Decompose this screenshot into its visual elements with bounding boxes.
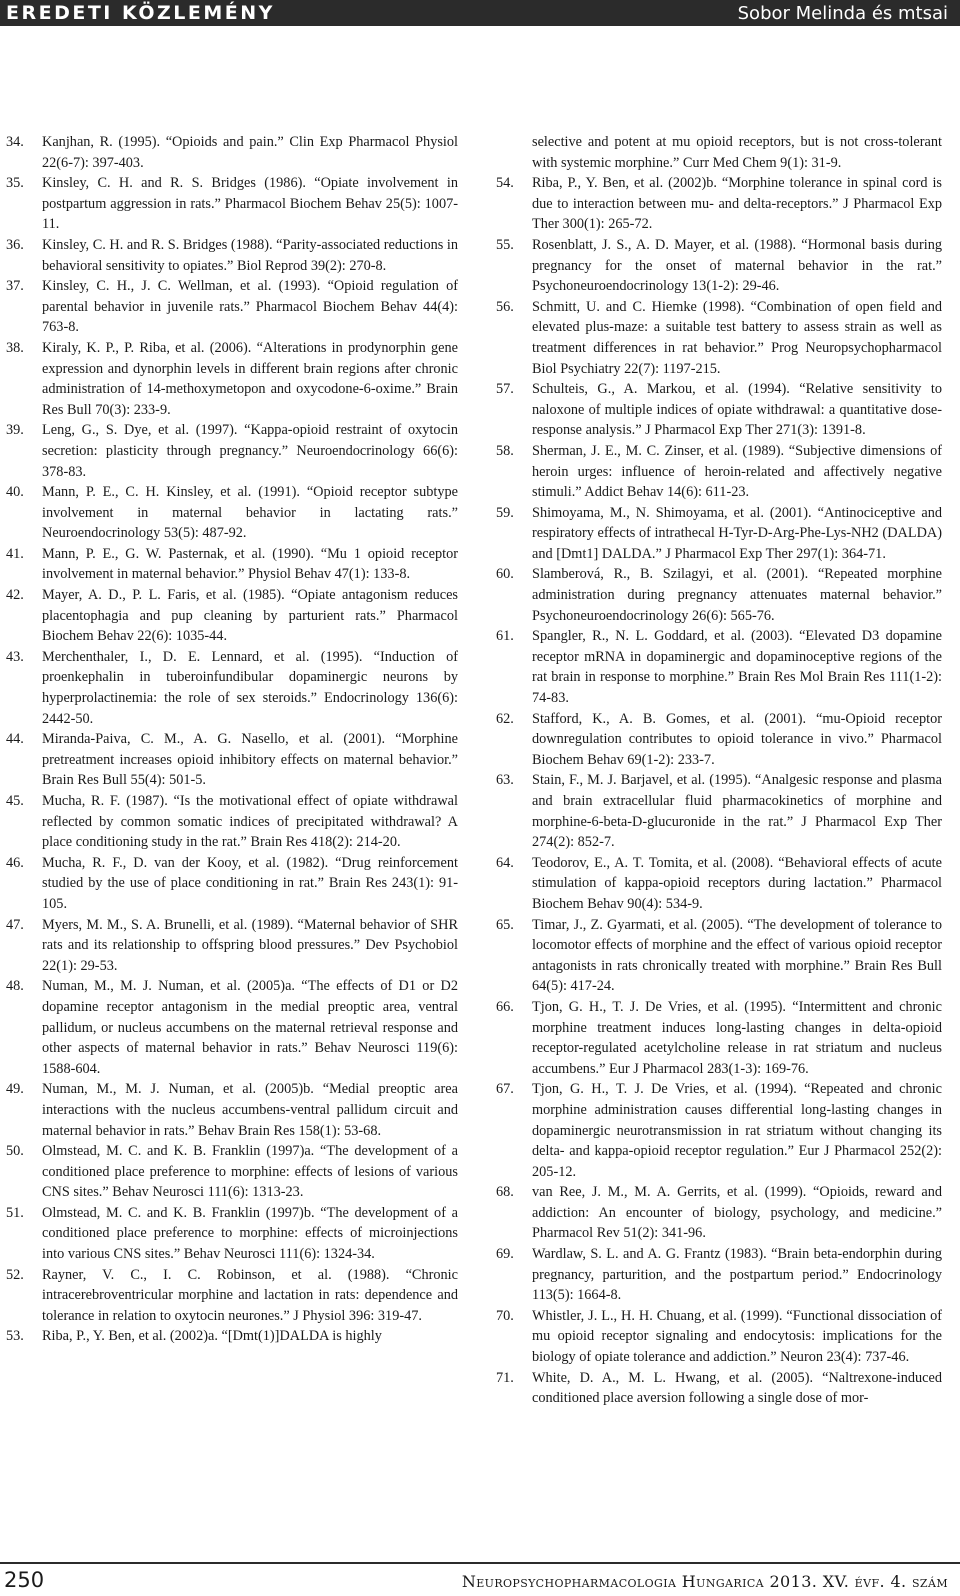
- reference-item: [496, 770, 942, 852]
- reference-item: [6, 647, 458, 729]
- reference-number: 52.: [6, 1266, 24, 1283]
- header-authors: Sobor Melinda és mtsai: [737, 3, 948, 24]
- reference-item: [6, 276, 458, 338]
- reference-number: 71.: [496, 1369, 514, 1386]
- reference-text: Teodorov, E., A. T. Tomita, et al. (2008). “Behavioral effects of acute stimulation of kappa-opioid receptors during lactation.” Pharmacol Biochem Behav 90(4): 534-9.: [532, 854, 942, 912]
- reference-item: [6, 420, 458, 482]
- reference-item: [6, 1203, 458, 1265]
- page-footer: [0, 1562, 960, 1596]
- reference-number: 54.: [496, 175, 514, 192]
- reference-text: van Ree, J. M., M. A. Gerrits, et al. (1999). “Opioids, reward and addiction: An encounter of biology, psychology, and medicine.” Pharmacol Rev 51(2): 341-96.: [532, 1184, 942, 1242]
- section-title: EREDETI KÖZLEMÉNY: [6, 2, 275, 24]
- reference-text: Mucha, R. F. (1987). “Is the motivational effect of opiate withdrawal reflected by common somatic indices of precipitated withdrawal? A place conditioning study in the rat.” Brain Res 418(2): 214-20.: [42, 793, 458, 851]
- reference-text: Numan, M., M. J. Numan, et al. (2005)a. “The effects of D1 or D2 dopamine receptor antagonism in the medial preoptic area, ventral pallidum, or nucleus accumbens on the maternal retrieval response and other aspects of maternal behavior in rats.” Behav Neurosci 119(6): 1588-604.: [42, 978, 458, 1077]
- reference-number: 70.: [496, 1307, 514, 1324]
- reference-text: Whistler, J. L., H. H. Chuang, et al. (1999). “Functional dissociation of mu opioid receptor signaling and endocytosis: implications for the biology of opiate tolerance and addiction.” Neuron 23(4): 737-46.: [532, 1307, 942, 1366]
- reference-number: 59.: [496, 504, 514, 521]
- reference-text: Kinsley, C. H., J. C. Wellman, et al. (1993). “Opioid regulation of parental behavior in juvenile rats.” Pharmacol Biochem Behav 44(4): 763-8.: [42, 278, 458, 336]
- reference-text: Riba, P., Y. Ben, et al. (2002)b. “Morphine tolerance in spinal cord is due to interaction between mu- and delta-receptors.” J Pharmacol Exp Ther 300(1): 265-72.: [532, 175, 942, 233]
- reference-number: 69.: [496, 1246, 514, 1263]
- reference-text: Shimoyama, M., N. Shimoyama, et al. (2001). “Antinociceptive and respiratory effects of intrathecal H-Tyr-D-Arg-Phe-Lys-NH2 (DALDA) and [Dmt1] DALDA.” J Pharmacol Exp Ther 297(1): 364-71.: [532, 504, 942, 562]
- reference-item: [496, 1306, 942, 1368]
- reference-item: [496, 709, 942, 771]
- reference-number: 60.: [496, 566, 514, 583]
- reference-text: White, D. A., M. L. Hwang, et al. (2005). “Naltrexone-induced conditioned place aversion following a single dose of mor-: [532, 1369, 942, 1407]
- reference-item: [6, 585, 458, 647]
- reference-text: Kanjhan, R. (1995). “Opioids and pain.” Clin Exp Pharmacol Physiol 22(6-7): 397-403.: [42, 134, 458, 171]
- reference-number: 37.: [6, 278, 24, 295]
- reference-number: 66.: [496, 998, 514, 1015]
- reference-text: Slamberová, R., B. Szilagyi, et al. (2001). “Repeated morphine administration during pregnancy attenuates maternal behavior.” Psychoneuroendocrinology 26(6): 565-76.: [532, 566, 942, 624]
- reference-item: [6, 338, 458, 420]
- reference-number: 35.: [6, 175, 24, 192]
- page-number: 250: [4, 1568, 45, 1592]
- reference-text: Rayner, V. C., I. C. Robinson, et al. (1988). “Chronic intracerebroventricular morphine and lactation in rats: dependence and tolerance in relation to oxytocin neurones.” J Physiol 396: 319-47.: [42, 1266, 458, 1324]
- reference-column-right: [496, 132, 942, 1409]
- reference-number: 40.: [6, 484, 24, 501]
- reference-text: Mucha, R. F., D. van der Kooy, et al. (1982). “Drug reinforcement studied by the use of place conditioning in rat.” Brain Res 243(1): 91-105.: [42, 854, 458, 912]
- reference-text: Olmstead, M. C. and K. B. Franklin (1997)a. “The development of a conditioned place preference to morphine: effects of lesions of various CNS sites.” Behav Neurosci 111(6): 1313-23.: [42, 1143, 458, 1201]
- reference-item: [496, 1244, 942, 1306]
- reference-item: [496, 379, 942, 441]
- journal-citation: Neuropsychopharmacologia Hungarica 2013. XV. évf. 4. szám: [461, 1572, 948, 1591]
- reference-number: 43.: [6, 648, 24, 665]
- reference-number: 65.: [496, 916, 514, 933]
- reference-number: 36.: [6, 236, 24, 253]
- reference-item: [6, 915, 458, 977]
- reference-text: selective and potent at mu opioid receptors, but is not cross-tolerant with systemic morphine.” Curr Med Chem 9(1): 31-9.: [532, 134, 942, 171]
- reference-item: [6, 791, 458, 853]
- reference-number: 64.: [496, 854, 514, 871]
- reference-text: Mayer, A. D., P. L. Faris, et al. (1985). “Opiate antagonism reduces placentophagia and pup cleaning by parturient rats.” Pharmacol Biochem Behav 22(6): 1035-44.: [42, 587, 458, 645]
- reference-continuation: [496, 132, 942, 173]
- running-header: [0, 0, 960, 26]
- reference-number: 63.: [496, 772, 514, 789]
- reference-number: 44.: [6, 731, 24, 748]
- reference-number: 46.: [6, 854, 24, 871]
- reference-item: [496, 441, 942, 503]
- reference-item: [6, 1265, 458, 1327]
- reference-text: Tjon, G. H., T. J. De Vries, et al. (1994). “Repeated and chronic morphine administration causes differential long-lasting changes in dopaminergic neurotransmission in rat striatum without changing its delta- and kappa-opioid receptor regulation.” Eur J Pharmacol 252(2): 205-12.: [532, 1081, 942, 1180]
- reference-column-left: [6, 132, 458, 1347]
- reference-item: [6, 976, 458, 1079]
- reference-number: 53.: [6, 1328, 24, 1345]
- reference-number: 50.: [6, 1143, 24, 1160]
- reference-item: [6, 729, 458, 791]
- reference-number: 62.: [496, 710, 514, 727]
- reference-text: Kiraly, K. P., P. Riba, et al. (2006). “Alterations in prodynorphin gene expression and dynorphin levels in different brain regions after chronic administration of 14-methoxymetopon and oxycodone-6-oxime.” Brain Res Bull 70(3): 233-9.: [42, 339, 458, 418]
- reference-number: 49.: [6, 1081, 24, 1098]
- reference-number: 61.: [496, 628, 514, 645]
- reference-item: [6, 1326, 458, 1347]
- reference-number: 56.: [496, 298, 514, 315]
- reference-number: 57.: [496, 381, 514, 398]
- reference-text: Mann, P. E., G. W. Pasternak, et al. (1990). “Mu 1 opioid receptor involvement in maternal behavior.” Physiol Behav 47(1): 133-8.: [42, 545, 458, 583]
- reference-item: [6, 1141, 458, 1203]
- reference-text: Leng, G., S. Dye, et al. (1997). “Kappa-opioid restraint of oxytocin secretion: plasticity through pregnancy.” Neuroendocrinology 66(6): 378-83.: [42, 422, 458, 480]
- reference-item: [6, 853, 458, 915]
- reference-item: [496, 564, 942, 626]
- reference-text: Numan, M., M. J. Numan, et al. (2005)b. “Medial preoptic area interactions with the nucleus accumbens-ventral pallidum circuit and maternal behavior in rats.” Behav Brain Res 158(1): 53-68.: [42, 1081, 458, 1139]
- reference-number: 48.: [6, 978, 24, 995]
- reference-number: 55.: [496, 236, 514, 253]
- reference-item: [6, 235, 458, 276]
- reference-text: Wardlaw, S. L. and A. G. Frantz (1983). “Brain beta-endorphin during pregnancy, parturition, and the postpartum period.” Endocrinology 113(5): 1664-8.: [532, 1246, 942, 1304]
- reference-text: Myers, M. M., S. A. Brunelli, et al. (1989). “Maternal behavior of SHR rats and its relationship to offspring blood pressures.” Dev Psychobiol 22(1): 29-53.: [42, 916, 458, 974]
- reference-item: [6, 173, 458, 235]
- reference-text: Schmitt, U. and C. Hiemke (1998). “Combination of open field and elevated plus-maze: a suitable test battery to assess strain as well as treatment differences in rat behavior.” Prog Neuropsychopharmacol Biol Psychiatry 22(7): 1197-215.: [532, 298, 942, 377]
- reference-number: 51.: [6, 1204, 24, 1221]
- reference-text: Kinsley, C. H. and R. S. Bridges (1986). “Opiate involvement in postpartum aggression in rats.” Pharmacol Biochem Behav 25(5): 1007-11.: [42, 175, 458, 233]
- reference-item: [6, 544, 458, 585]
- reference-text: Stain, F., M. J. Barjavel, et al. (1995). “Analgesic response and plasma and brain extracellular fluid pharmacokinetics of morphine and morphine-6-beta-D-glucuronide in the rat.” J Pharmacol Exp Ther 274(2): 852-7.: [532, 772, 942, 851]
- reference-number: 58.: [496, 442, 514, 459]
- reference-number: 41.: [6, 545, 24, 562]
- reference-number: 47.: [6, 916, 24, 933]
- reference-item: [496, 997, 942, 1079]
- reference-number: 39.: [6, 422, 24, 439]
- reference-number: 45.: [6, 793, 24, 809]
- reference-item: [496, 235, 942, 297]
- reference-number: 68.: [496, 1184, 514, 1201]
- reference-text: Riba, P., Y. Ben, et al. (2002)a. “[Dmt(1)]DALDA is highly: [42, 1328, 382, 1345]
- reference-text: Rosenblatt, J. S., A. D. Mayer, et al. (1988). “Hormonal basis during pregnancy for the onset of maternal behavior in the rat.” Psychoneuroendocrinology 13(1-2): 29-46.: [532, 236, 942, 295]
- reference-item: [496, 503, 942, 565]
- reference-number: 38.: [6, 339, 24, 356]
- reference-item: [6, 132, 458, 173]
- reference-text: Merchenthaler, I., D. E. Lennard, et al. (1995). “Induction of proenkephalin in tuberoinfundibular dopaminergic neurons by hyperprolactinemia: the role of sex steroids.” Endocrinology 136(6): 2442-50.: [42, 648, 458, 727]
- reference-text: Olmstead, M. C. and K. B. Franklin (1997)b. “The development of a conditioned place preference to morphine: effects of microinjections into various CNS sites.” Behav Neurosci 111(6): 1324-34.: [42, 1204, 458, 1263]
- reference-item: [6, 1079, 458, 1141]
- reference-item: [6, 482, 458, 544]
- reference-item: [496, 297, 942, 379]
- reference-number: 34.: [6, 134, 24, 150]
- reference-text: Mann, P. E., C. H. Kinsley, et al. (1991). “Opioid receptor subtype involvement in maternal behavior in lactating rats.” Neuroendocrinology 53(5): 487-92.: [42, 484, 458, 542]
- reference-text: Miranda-Paiva, C. M., A. G. Nasello, et al. (2001). “Morphine pretreatment increases opioid inhibitory effects on maternal behavior.” Brain Res Bull 55(4): 501-5.: [42, 731, 458, 789]
- reference-number: 42.: [6, 587, 24, 604]
- reference-text: Sherman, J. E., M. C. Zinser, et al. (1989). “Subjective dimensions of heroin urges: influence of heroin-related and affectively negative stimuli.” Addict Behav 14(6): 611-23.: [532, 442, 942, 501]
- reference-item: [496, 1368, 942, 1409]
- reference-number: 67.: [496, 1081, 514, 1098]
- reference-text: Tjon, G. H., T. J. De Vries, et al. (1995). “Intermittent and chronic morphine treatment induces long-lasting changes in delta-opioid receptor-regulated acetylcholine release in rat striatum and nucleus accumbens.” Eur J Pharmacol 283(1-3): 169-76.: [532, 998, 942, 1077]
- reference-text: Timar, J., Z. Gyarmati, et al. (2005). “The development of tolerance to locomotor effects of morphine and the effect of various opioid receptor antagonists in rats chronically treated with morphine.” Brain Res Bull 64(5): 417-24.: [532, 916, 942, 995]
- reference-text: Kinsley, C. H. and R. S. Bridges (1988). “Parity-associated reductions in behavioral sensitivity to opiates.” Biol Reprod 39(2): 270-8.: [42, 236, 458, 274]
- reference-item: [496, 1182, 942, 1244]
- reference-item: [496, 173, 942, 235]
- reference-text: Schulteis, G., A. Markou, et al. (1994). “Relative sensitivity to naloxone of multiple indices of opiate withdrawal: a quantitative dose-response analysis.” J Pharmacol Exp Ther 271(3): 1391-8.: [532, 381, 942, 439]
- reference-item: [496, 1079, 942, 1182]
- reference-item: [496, 853, 942, 915]
- reference-item: [496, 626, 942, 708]
- reference-item: [496, 915, 942, 997]
- reference-text: Stafford, K., A. B. Gomes, et al. (2001). “mu-Opioid receptor downregulation contributes to opioid tolerance in vivo.” Pharmacol Biochem Behav 69(1-2): 233-7.: [532, 710, 942, 768]
- reference-text: Spangler, R., N. L. Goddard, et al. (2003). “Elevated D3 dopamine receptor mRNA in dopaminergic and dopaminoceptive regions of the rat brain in response to morphine.” Brain Res Mol Brain Res 111(1-2): 74-83.: [532, 628, 942, 707]
